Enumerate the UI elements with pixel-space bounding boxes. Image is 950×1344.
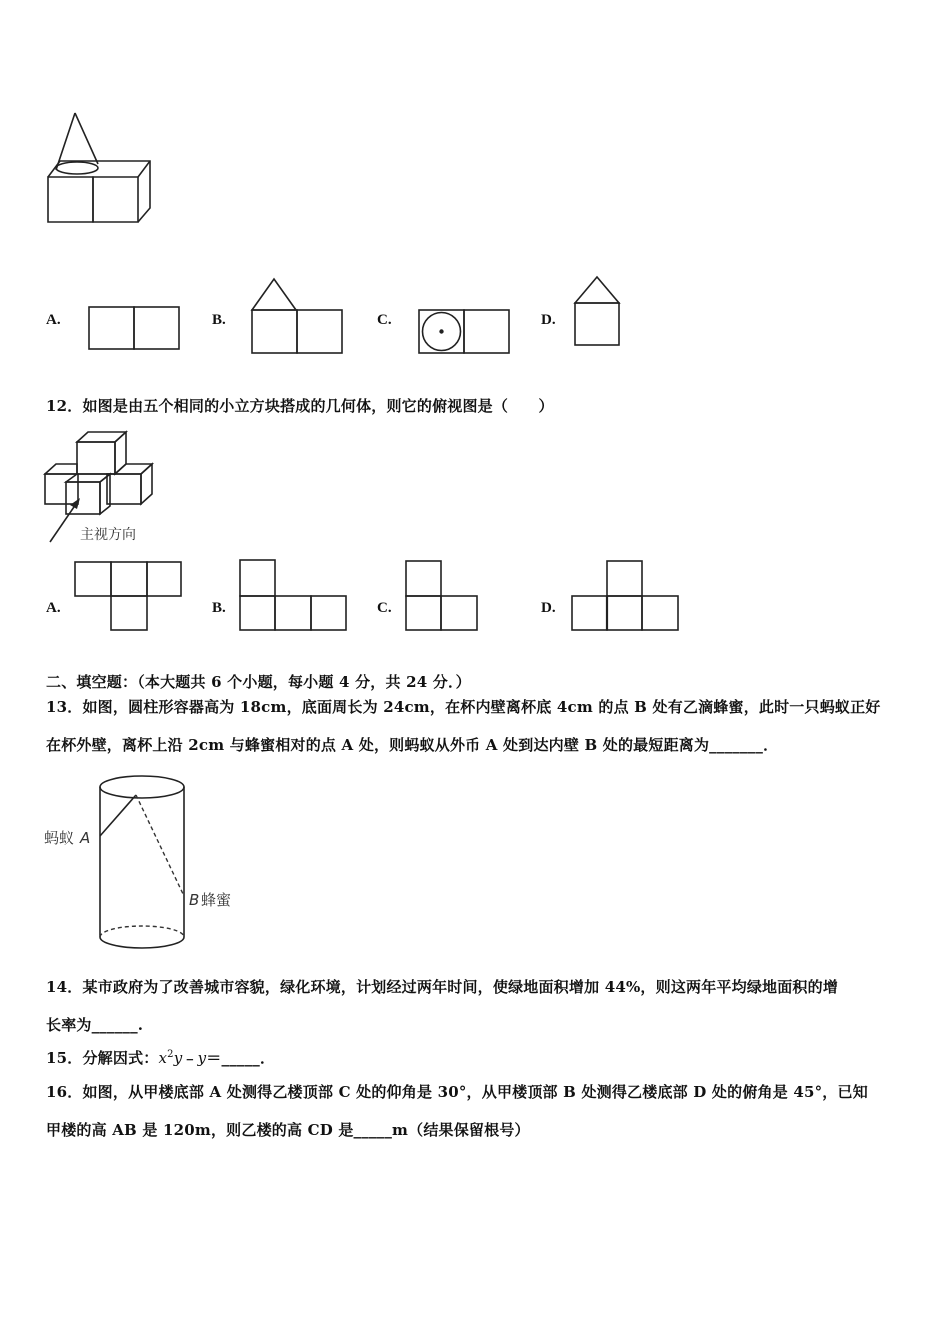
q15-suffix: ＝_____．: [206, 1049, 276, 1067]
q12-option-c-label[interactable]: C.: [377, 600, 392, 616]
q13-text-line1: 13．如图，圆柱形容器高为 18cm，底面周长为 24cm，在杯内壁离杯底 4cm 的点 B 处有乙滴蜂蜜，此时一只蚂蚁正好: [46, 698, 881, 716]
view-direction-label: 主视方向: [80, 527, 136, 543]
q12-option-d-figure: [569, 558, 683, 634]
section-2-heading: 二、填空题：（本大题共 6 个小题，每小题 4 分，共 24 分．）: [46, 673, 471, 691]
q11-option-b-figure: [249, 276, 345, 358]
q12-option-a-figure: [72, 560, 184, 634]
q15-var-y1: y: [173, 1049, 183, 1067]
q11-option-b-label[interactable]: B.: [212, 312, 226, 328]
q15-var-x: x: [158, 1049, 168, 1067]
q12-option-b-label[interactable]: B.: [212, 600, 226, 616]
ant-point-a: A: [80, 829, 91, 847]
q11-solid-figure: [40, 108, 160, 228]
q12-question-text: 12．如图是由五个相同的小立方块搭成的几何体，则它的俯视图是（ ）: [46, 397, 554, 415]
honey-label: 蜂蜜: [201, 891, 232, 909]
q16-text-line1: 16．如图，从甲楼底部 A 处测得乙楼顶部 C 处的仰角是 30°，从甲楼顶部 B 处测得乙楼底部 D 处的俯角是 45°，已知: [46, 1083, 868, 1101]
q13-text-line2: 在杯外壁，离杯上沿 2cm 与蜂蜜相对的点 A 处，则蚂蚁从外币 A 处到达内壁 B 处的最短距离为_______．: [46, 736, 779, 754]
q12-option-c-figure: [403, 558, 483, 634]
q14-text-line2: 长率为______.: [46, 1016, 144, 1034]
q15-text: [46, 1047, 275, 1068]
q11-option-c-figure: [416, 307, 512, 357]
q15-exponent: 2: [167, 1049, 174, 1060]
q12-option-a-label[interactable]: A.: [46, 600, 61, 616]
q13-cylinder-figure: [40, 772, 250, 954]
q16-text-line2: 甲楼的高 AB 是 120m，则乙楼的高 CD 是_____m（结果保留根号）: [46, 1121, 530, 1139]
ant-label: 蚂蚁: [44, 829, 75, 847]
q15-prefix: 15．分解因式：: [46, 1049, 159, 1067]
q15-var-y2: y: [197, 1049, 207, 1067]
q11-option-d-figure: [570, 274, 624, 350]
q11-option-c-label[interactable]: C.: [377, 312, 392, 328]
q15-minus: ﹣: [182, 1049, 198, 1067]
q12-option-b-figure: [237, 557, 349, 633]
q12-option-d-label[interactable]: D.: [541, 600, 556, 616]
q11-option-a-label[interactable]: A.: [46, 312, 61, 328]
q11-option-a-figure: [86, 305, 182, 353]
q14-text-line1: 14．某市政府为了改善城市容貌，绿化环境，计划经过两年时间，使绿地面积增加 44%，则这两年平均绿地面积的增: [46, 978, 839, 996]
honey-point-b: B: [189, 891, 200, 909]
q11-option-d-label[interactable]: D.: [541, 312, 556, 328]
